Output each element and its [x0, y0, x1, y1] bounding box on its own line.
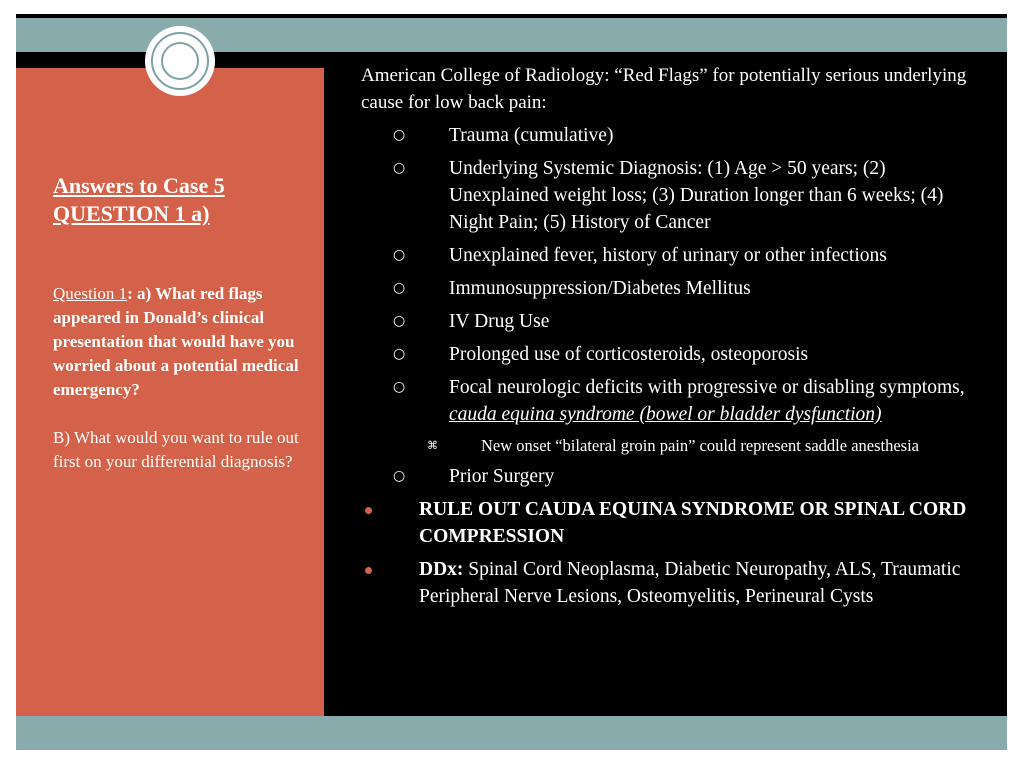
- cauda-equina-emphasis: cauda equina syndrome (bowel or bladder dysfunction): [449, 404, 882, 425]
- hollow-circle-bullet-icon: ○: [393, 379, 406, 395]
- slide-title: [53, 172, 313, 228]
- hollow-circle-bullet-icon: ○: [393, 346, 406, 362]
- logo-outer-ring: [151, 32, 209, 90]
- question-a: [53, 282, 303, 402]
- cross-bullet-icon: ⌘: [427, 439, 438, 452]
- list-item-prior-surgery: ○ Prior Surgery: [361, 463, 981, 490]
- ddx-label: DDx:: [419, 559, 464, 580]
- content-area: [361, 62, 981, 616]
- main-bullet-rule-out: RULE OUT CAUDA EQUINA SYNDROME OR SPINAL CORD COMPRESSION: [361, 496, 981, 550]
- hollow-circle-bullet-icon: ○: [393, 160, 406, 176]
- question-block: [53, 282, 303, 474]
- hollow-circle-bullet-icon: ○: [393, 247, 406, 263]
- logo-inner-ring: [161, 42, 199, 80]
- list-item-focal-deficits: [361, 374, 981, 428]
- intro-text: American College of Radiology: “Red Flags” for potentially serious underlying cause for low back pain:: [361, 65, 967, 113]
- question-label: Question 1: [53, 284, 128, 303]
- left-panel: [16, 68, 324, 716]
- hollow-circle-bullet-icon: ○: [393, 468, 406, 484]
- list-item: ○ Trauma (cumulative): [361, 122, 981, 149]
- title-line-2: QUESTION 1 a): [53, 201, 210, 226]
- bottom-band: [16, 716, 1007, 750]
- nested-list-item: ⌘ New onset “bilateral groin pain” could represent saddle anesthesia: [427, 436, 919, 455]
- slide: [16, 14, 1007, 750]
- hollow-circle-bullet-icon: ○: [393, 280, 406, 296]
- title-line-1: Answers to Case 5: [53, 173, 225, 198]
- list-item: ○ Underlying Systemic Diagnosis: (1) Age > 50 years; (2) Unexplained weight loss; (3) Duration longer than 6 weeks; (4) Night Pain; (5) History of Cancer: [361, 155, 981, 236]
- ddx-text: Spinal Cord Neoplasma, Diabetic Neuropathy, ALS, Traumatic Peripheral Nerve Lesions, Osteomyelitis, Perineural Cysts: [419, 559, 961, 607]
- circle-logo-icon: [145, 26, 215, 96]
- main-bullet-ddx: [361, 556, 981, 610]
- hollow-circle-bullet-icon: ○: [393, 313, 406, 329]
- question-b: B) What would you want to rule out first on your differential diagnosis?: [53, 428, 299, 471]
- list-item: ○ Unexplained fever, history of urinary or other infections: [361, 242, 981, 269]
- dot-bullet-icon: [365, 567, 372, 574]
- focal-text: Focal neurologic deficits with progressive or disabling symptoms,: [449, 377, 965, 398]
- list-item: ○ Immunosuppression/Diabetes Mellitus: [361, 275, 981, 302]
- question-a-text: : a) What red flags appeared in Donald’s clinical presentation that would have you worried about a potential medical emergency?: [53, 284, 299, 399]
- list-item: ○ IV Drug Use: [361, 308, 981, 335]
- hollow-circle-bullet-icon: ○: [393, 127, 406, 143]
- dot-bullet-icon: [365, 507, 372, 514]
- list-item: ○ Prolonged use of corticosteroids, osteoporosis: [361, 341, 981, 368]
